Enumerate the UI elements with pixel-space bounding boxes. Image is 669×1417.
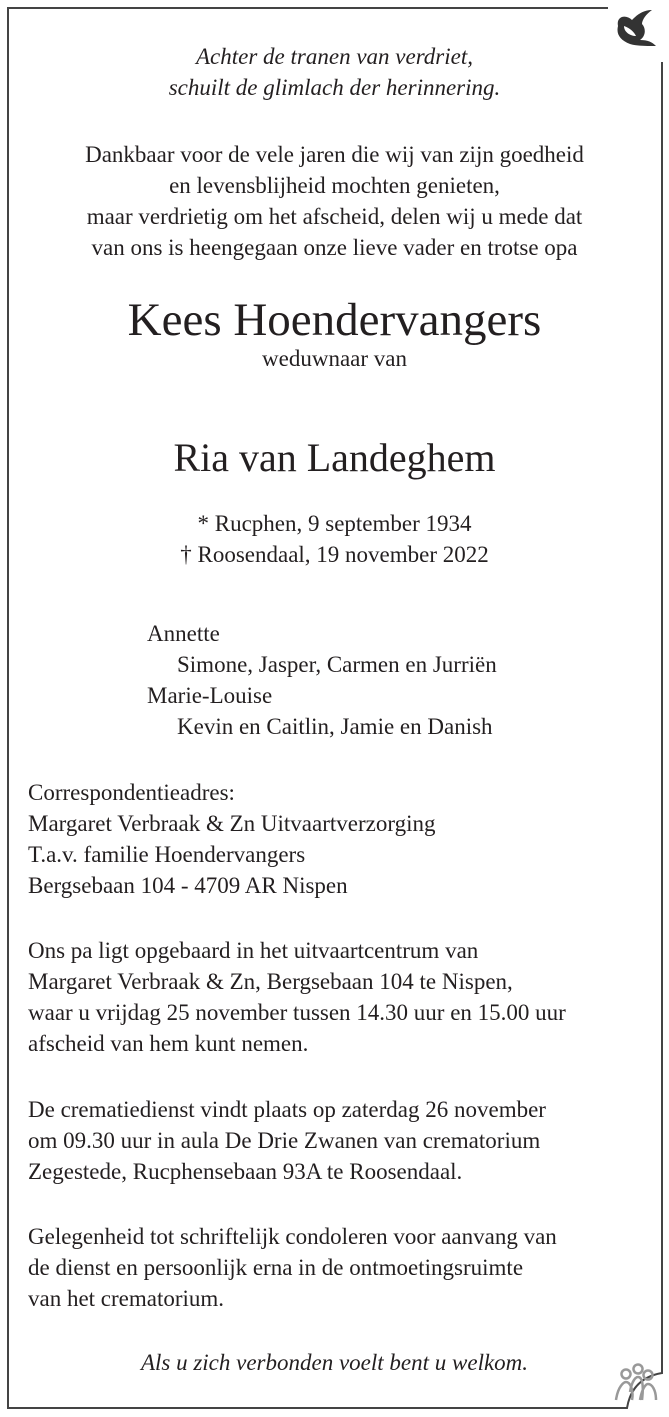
death-date: † Roosendaal, 19 november 2022 <box>180 542 489 567</box>
family-member: Annette <box>147 621 220 646</box>
service-line: Zegestede, Rucphensebaan 93A te Roosendaal. <box>28 1159 463 1184</box>
birth-date: * Rucphen, 9 september 1934 <box>197 511 472 536</box>
viewing-info <box>28 935 648 1059</box>
motto <box>0 41 669 103</box>
viewing-line: waar u vrijdag 25 november tussen 14.30 uur en 15.00 uur <box>28 1000 566 1025</box>
viewing-line: afscheid van hem kunt nemen. <box>28 1031 309 1056</box>
intro-line: Dankbaar voor de vele jaren die wij van zijn goedheid <box>85 142 584 167</box>
intro-text <box>0 139 669 263</box>
spouse-name: Ria van Landeghem <box>173 435 496 480</box>
service-line: om 09.30 uur in aula De Drie Zwanen van crematorium <box>28 1128 541 1153</box>
family-member: Marie-Louise <box>147 683 273 708</box>
condolence-line: van het crematorium. <box>28 1286 225 1311</box>
motto-line: schuilt de glimlach der herinnering. <box>168 75 501 100</box>
deceased-name: Kees Hoendervangers <box>127 294 542 346</box>
address-line: T.a.v. familie Hoendervangers <box>28 842 306 867</box>
intro-line: van ons is heengegaan onze lieve vader en trotse opa <box>91 235 578 260</box>
address-line: Correspondentieadres: <box>28 780 235 805</box>
viewing-line: Margaret Verbraak & Zn, Bergsebaan 104 te Nispen, <box>28 969 513 994</box>
closing-text: Als u zich verbonden voelt bent u welkom. <box>140 1350 529 1375</box>
condolence-info <box>28 1221 648 1314</box>
address-line: Bergsebaan 104 - 4709 AR Nispen <box>28 873 348 898</box>
family-member: Kevin en Caitlin, Jamie en Danish <box>177 714 493 739</box>
relation-text: weduwnaar van <box>262 346 407 371</box>
family-member: Simone, Jasper, Carmen en Jurriën <box>177 652 497 677</box>
service-info <box>28 1094 648 1187</box>
motto-line: Achter de tranen van verdriet, <box>196 44 473 69</box>
viewing-line: Ons pa ligt opgebaard in het uitvaartcentrum van <box>28 938 479 963</box>
condolence-line: de dienst en persoonlijk erna in de ontmoetingsruimte <box>28 1255 524 1280</box>
service-line: De crematiedienst vindt plaats op zaterdag 26 november <box>28 1097 546 1122</box>
intro-line: maar verdrietig om het afscheid, delen wij u mede dat <box>86 204 583 229</box>
address-line: Margaret Verbraak & Zn Uitvaartverzorging <box>28 811 436 836</box>
intro-line: en levensblijheid mochten genieten, <box>169 173 500 198</box>
life-dates <box>0 508 669 570</box>
condolence-line: Gelegenheid tot schriftelijk condoleren voor aanvang van <box>28 1224 557 1249</box>
family-list <box>28 618 648 742</box>
correspondence-address <box>28 777 648 901</box>
